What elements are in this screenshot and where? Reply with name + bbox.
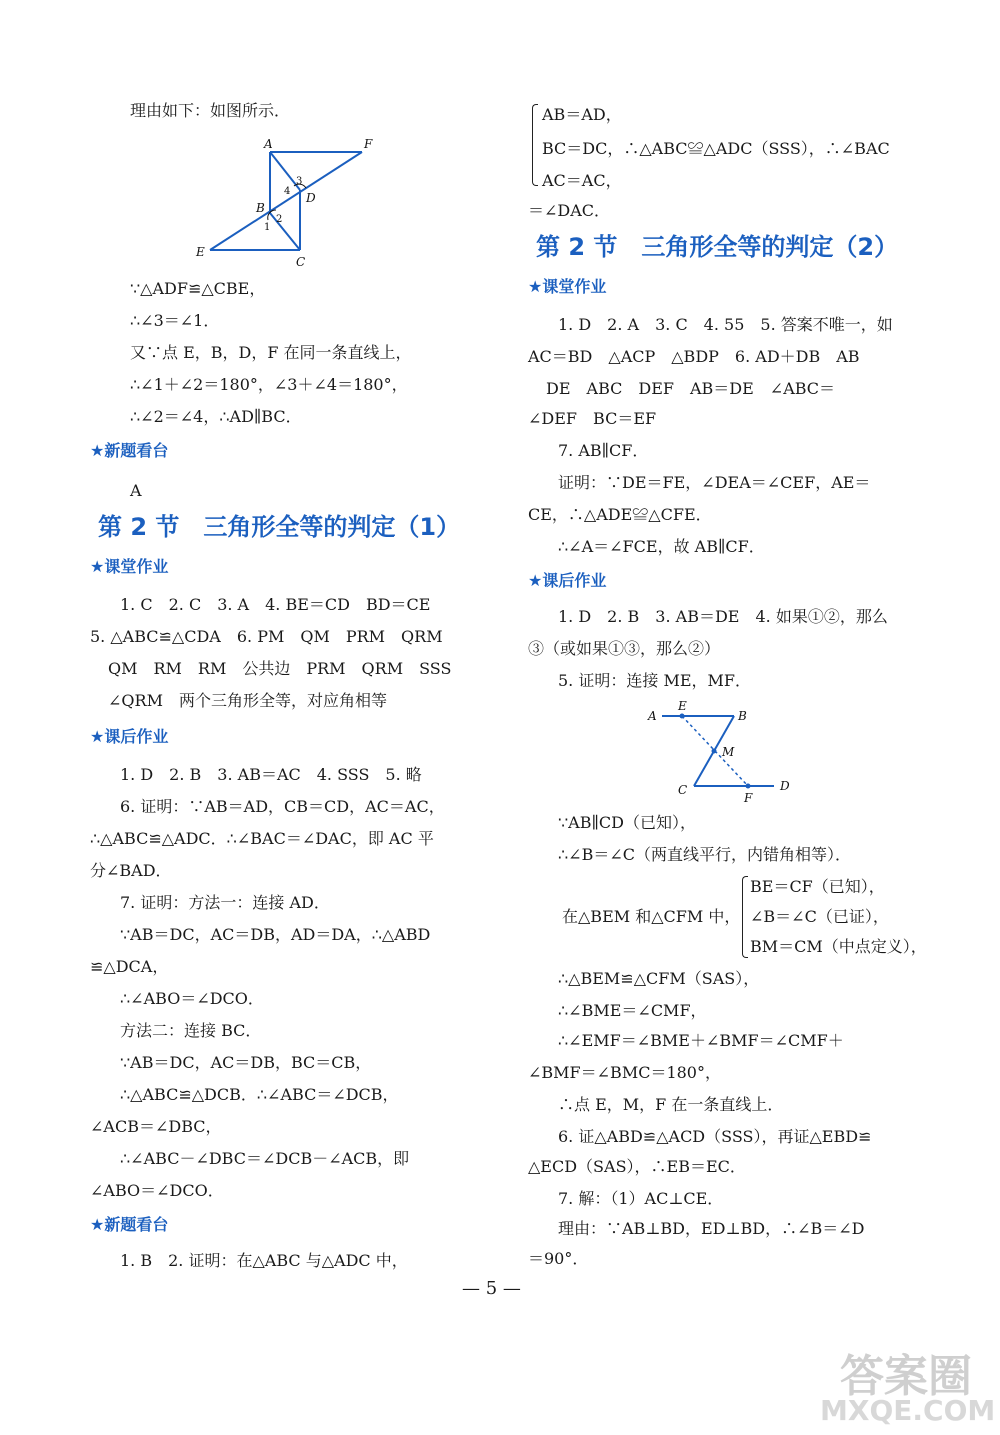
text-line: BE＝CF（已知），	[750, 877, 885, 896]
text-line: ∠ABO＝∠DCO．	[90, 1181, 224, 1200]
text-line: ∴∠3＝∠1．	[130, 311, 220, 330]
figure-triangles-adf-cbe	[190, 130, 390, 270]
text-line: 1. D 2. B 3. AB＝DE 4. 如果①②，那么	[558, 607, 888, 626]
text-line: ∴∠2＝∠4，∴AD∥BC．	[130, 407, 302, 426]
brace	[532, 104, 538, 186]
text-line: ∠B＝∠C（已证），	[750, 907, 889, 926]
fig-label-F: F	[744, 791, 753, 805]
fig-label-1: 1	[264, 222, 271, 233]
text-line: ③（或如果①③，那么②）	[528, 639, 721, 658]
fig-label-3: 3	[296, 176, 303, 187]
text-line: ∵AB＝DC，AC＝DB，BC＝CB，	[120, 1053, 372, 1072]
fig-label-C: C	[678, 783, 688, 797]
fig-label-E: E	[678, 700, 687, 713]
fig-label-C: C	[296, 255, 306, 269]
text-line: 证明：∵DE＝FE，∠DEA＝∠CEF，AE＝	[558, 473, 871, 492]
subheading-new-questions: ★新题看台	[90, 441, 169, 460]
text-line: ∠QRM 两个三角形全等，对应角相等	[108, 691, 387, 710]
fig-label-4: 4	[284, 186, 291, 197]
text-line: ∴△ABC≌△DCB．∴∠ABC＝∠DCB，	[120, 1085, 399, 1104]
text-line: BC＝DC，∴△ABC≌△ADC（SSS），∴∠BAC	[542, 139, 890, 158]
subheading-classwork: ★课堂作业	[90, 557, 169, 576]
text-line: AC＝AC，	[542, 171, 622, 190]
text-line: 在△BEM 和△CFM 中，	[562, 907, 741, 926]
text-line: 5. 证明：连接 ME，MF．	[558, 671, 751, 690]
text-line: ∴∠1＋∠2＝180°，∠3＋∠4＝180°，	[130, 375, 408, 394]
text-line: ∴△BEM≌△CFM（SAS），	[558, 969, 760, 988]
text-line: 又∵点 E，B，D，F 在同一条直线上，	[130, 343, 412, 362]
text-line: ∵AB∥CD（已知），	[558, 813, 696, 832]
text-line: A	[130, 481, 142, 500]
text-line: ＝90°．	[528, 1249, 589, 1268]
section-heading-2: 第 2 节 三角形全等的判定（2）	[536, 233, 899, 261]
text-line: ＝∠DAC．	[528, 201, 611, 220]
text-line: 理由如下：如图所示．	[130, 101, 291, 120]
fig-label-2: 2	[276, 214, 283, 225]
text-line: ∴∠A＝∠FCE，故 AB∥CF．	[558, 537, 765, 556]
text-line: ∴∠EMF＝∠BME＋∠BMF＝∠CMF＋	[558, 1031, 844, 1050]
text-line: ∴点 E，M，F 在一条直线上．	[558, 1095, 784, 1114]
text-line: ≌△DCA，	[90, 957, 169, 976]
text-line: 7. AB∥CF．	[558, 441, 649, 460]
text-line: 分∠BAD．	[90, 861, 172, 880]
fig-label-A: A	[648, 709, 657, 723]
fig-label-B: B	[256, 201, 265, 215]
subheading-homework: ★课后作业	[90, 727, 169, 746]
watermark-url: MXQE.COM	[820, 1394, 996, 1427]
text-line: ∵AB＝DC，AC＝DB，AD＝DA，∴△ABD	[120, 925, 431, 944]
text-line: 1. C 2. C 3. A 4. BE＝CD BD＝CE	[120, 595, 431, 614]
section-heading-1: 第 2 节 三角形全等的判定（1）	[98, 513, 461, 541]
text-line: 6. 证明：∵AB＝AD，CB＝CD，AC＝AC，	[120, 797, 445, 816]
page-number: — 5 —	[462, 1278, 521, 1299]
text-line: ∴∠B＝∠C（两直线平行，内错角相等）．	[558, 845, 851, 864]
text-line: 1. D 2. B 3. AB＝AC 4. SSS 5. 略	[120, 765, 422, 784]
fig-label-F: F	[364, 137, 373, 151]
text-line: AB＝AD，	[542, 105, 622, 124]
text-line: 7. 解：（1）AC⊥CE．	[558, 1189, 724, 1208]
subheading-new-questions: ★新题看台	[90, 1215, 169, 1234]
text-line: 理由：∵AB⊥BD，ED⊥BD，∴∠B＝∠D	[558, 1219, 865, 1238]
fig-label-B: B	[738, 709, 747, 723]
fig-label-A: A	[264, 137, 273, 151]
text-line: QM RM RM 公共边 PRM QRM SSS	[108, 659, 452, 678]
text-line: ∠BMF＝∠BMC＝180°，	[528, 1063, 721, 1082]
fig-label-D: D	[306, 191, 316, 205]
fig-label-M: M	[722, 745, 735, 759]
text-line: BM＝CM（中点定义），	[750, 937, 927, 956]
fig-label-E: E	[196, 245, 205, 259]
text-line: 7. 证明：方法一：连接 AD．	[120, 893, 330, 912]
subheading-homework: ★课后作业	[528, 571, 607, 590]
watermark-logo: 答案圈	[840, 1351, 972, 1402]
text-line: ∵△ADF≌△CBE，	[130, 279, 266, 298]
subheading-classwork: ★课堂作业	[528, 277, 607, 296]
fig-label-D: D	[780, 779, 790, 793]
text-line: ∴△ABC≌△ADC．∴∠BAC＝∠DAC，即 AC 平	[90, 829, 434, 848]
text-line: △ECD（SAS），∴EB＝EC．	[528, 1157, 746, 1176]
text-line: 6. 证△ABD≌△ACD（SSS），再证△EBD≌	[558, 1127, 872, 1146]
text-line: 1. B 2. 证明：在△ABC 与△ADC 中，	[120, 1251, 408, 1270]
text-line: ∴∠ABC－∠DBC＝∠DCB－∠ACB，即	[120, 1149, 410, 1168]
figure-parallel-lines-midpoint	[638, 700, 808, 810]
text-line: ∴∠ABO＝∠DCO．	[120, 989, 264, 1008]
brace	[742, 876, 748, 958]
text-line: AC＝BD △ACP △BDP 6. AD＋DB AB	[528, 347, 860, 366]
text-line: ∠ACB＝∠DBC，	[90, 1117, 222, 1136]
text-line: 5. △ABC≌△CDA 6. PM QM PRM QRM	[90, 627, 443, 646]
text-line: ∴∠BME＝∠CMF，	[558, 1001, 707, 1020]
text-line: CE，∴△ADE≌△CFE．	[528, 505, 712, 524]
text-line: DE ABC DEF AB＝DE ∠ABC＝	[546, 379, 836, 398]
text-line: ∠DEF BC＝EF	[528, 409, 657, 428]
text-line: 方法二：连接 BC．	[120, 1021, 262, 1040]
text-line: 1. D 2. A 3. C 4. 55 5. 答案不唯一，如	[558, 315, 893, 334]
